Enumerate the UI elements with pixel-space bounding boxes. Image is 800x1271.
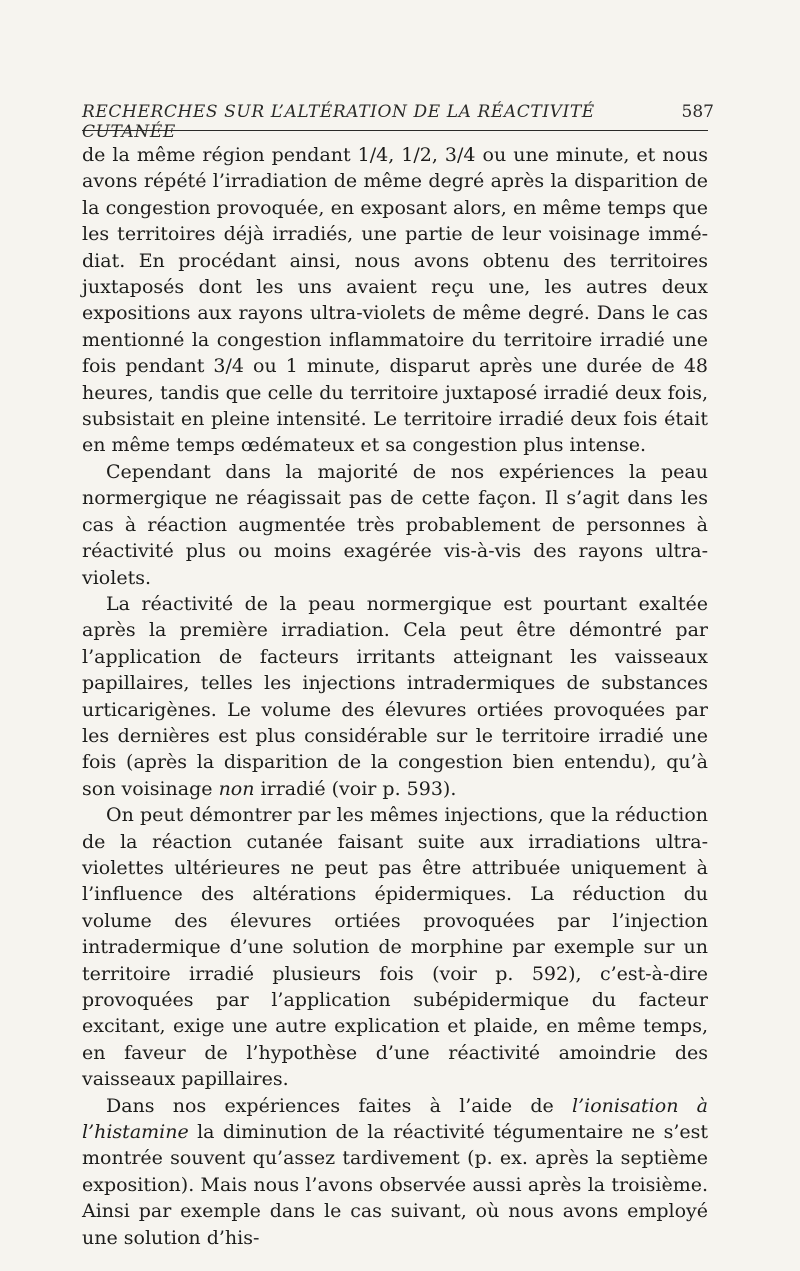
paragraph [82, 1093, 708, 1251]
page-number: 587 [681, 102, 714, 122]
running-title: RECHERCHES SUR L’ALTÉRATION DE LA RÉACTIVITÉ CUTANÉE [82, 102, 595, 142]
paragraph [82, 591, 708, 802]
paragraph-text: La réactivité de la peau normergique est pourtant exaltée après la première irradiation. Cela peut être démontré par l’application de facteurs irritants atteignant les vaisseaux papillaires, telles les injections intradermiques de substances urticarigènes. Le volume des élevures ortiées provoquées par les dernières est plus considérable sur le territoire irradié une fois (après la disparition de la congestion bien entendu), qu’à son voisinage [82, 592, 708, 800]
paragraph: On peut démontrer par les mêmes injections, que la réduction de la réaction cutanée faisant suite aux irradiations ultra-violettes ultérieures ne peut pas être attribuée uniquement à l’influence des altérations épidermiques. La réduction du volume des élevures ortiées provoquées par l’injection intradermique d’une solution de morphine par exemple sur un territoire irradié plusieurs fois (voir p. 592), c’est-à-dire provoquées par l’application subépidermique du facteur excitant, exige une autre explication et plaide, en même temps, en faveur de l’hypothèse d’une réactivité amoindrie des vaisseaux papillaires. [82, 804, 708, 1091]
body-text [82, 142, 708, 1251]
paragraph-text: la diminution de la réactivité tégumentaire ne s’est montrée souvent qu’assez tardivement (p. ex. après la septième exposition). Mais nous l’avons observée aussi après la troisième. Ainsi par exemple dans le cas suivant, où nous avons employé une solution d’his- [82, 1121, 708, 1249]
paragraph: Cependant dans la majorité de nos expériences la peau normergique ne réagissait pas de cette façon. Il s’agit dans les cas à réaction augmentée très probablement de personnes à réactivité plus ou moins exagérée vis-à-vis des rayons ultra-violets. [82, 460, 708, 589]
paragraph-text: Dans nos expériences faites à l’aide de [106, 1094, 554, 1117]
italic-term: non [218, 777, 255, 800]
header-rule [82, 130, 708, 131]
running-header [82, 102, 714, 142]
italic-term: l’ionisation à l’histamine [82, 1094, 708, 1144]
paragraph-continued: de la même région pendant 1/4, 1/2, 3/4 ou une minute, et nous avons répété l’irradiation de même degré après la disparition de la congestion provoquée, en exposant alors, en même temps que les territoires déjà irradiés, une partie de leur voisinage immédiat. En procédant ainsi, nous avons obtenu des territoires juxtaposés dont les uns avaient reçu une, les autres deux expositions aux rayons ultra-violets de même degré. Dans le cas mentionné la congestion inflammatoire du territoire irradié une fois pendant 3/4 ou 1 minute, disparut après une durée de 48 heures, tandis que celle du territoire juxtaposé irradié deux fois, subsistait en pleine intensité. Le territoire irradié deux fois était en même temps œdémateux et sa congestion plus intense. [82, 144, 708, 457]
paragraph-text: irradié (voir p. 593). [260, 777, 457, 800]
